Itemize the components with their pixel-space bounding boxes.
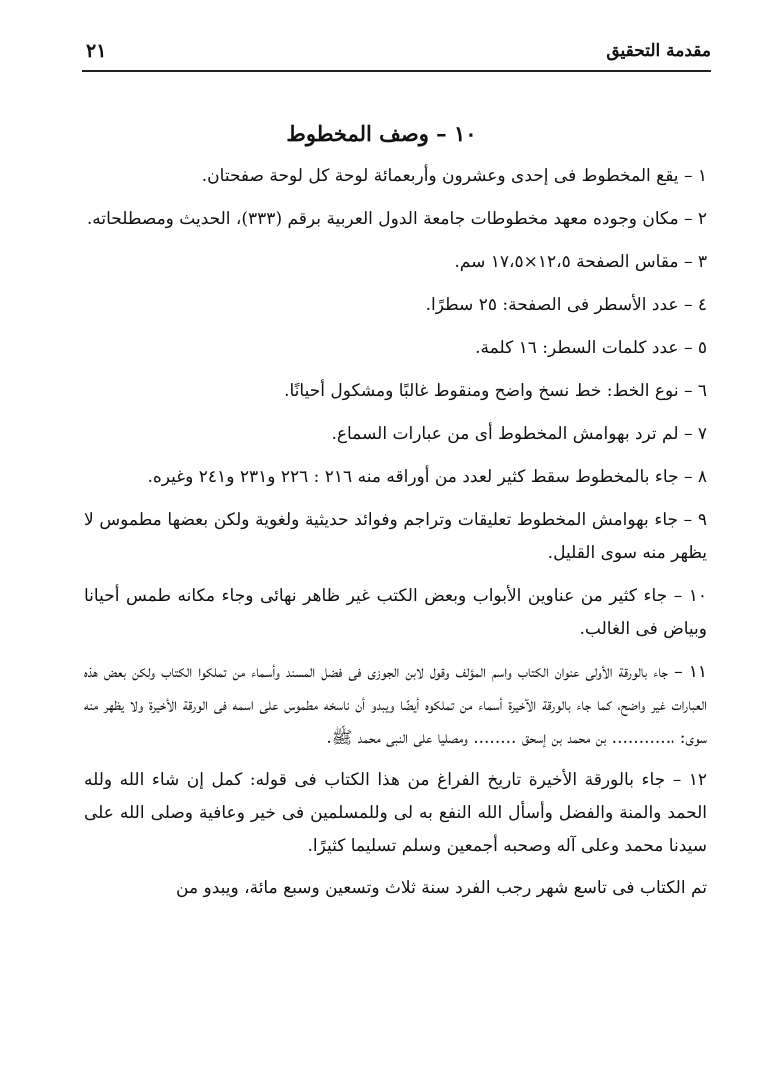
list-item: ٧ – لم ترد بهوامش المخطوط أى من عبارات السماع. (331, 424, 707, 444)
list-item: ١٠ – جاء كثير من عناوين الأبواب وبعض الكتب غير ظاهر نهائى وجاء مكانه طمس أحيانا وبياض فى الغالب. (84, 586, 707, 639)
list-item: ٢ – مكان وجوده معهد مخطوطات جامعة الدول العربية برقم (٣٣٣)، الحديث ومصطلحاته. (86, 209, 707, 229)
list-item: ١ – يقع المخطوط فى إحدى وعشرون وأربعمائة لوحة كل لوحة صفحتان. (201, 166, 707, 186)
list-item: ١١ – جاء بالورقة الأولى عنوان الكتاب واسم المؤلف وقول لابن الجوزى فى فضل المسند وأسماء من تملكوا الكتاب ولكن بعض هذه العبارات غير واضح، كما جاء بالورقة الآخيرة أسماء من تملكوه أيضًا ويبدو أن ناسخه مطموس على اسمه فى الورقة الأخيرة ولا يظهر منه سوى: ،........... بن محمد بن إسحق ........ ومصليا على النبى محمد ﷺ. (84, 662, 707, 748)
list-item: ٣ – مقاس الصفحة ١٢،٥×١٧،٥ سم. (454, 252, 707, 272)
list-item: ٨ – جاء بالمخطوط سقط كثير لعدد من أوراقه منه ٢١٦ : ٢٢٦ و٢٣١ و٢٤١ وغيره. (147, 467, 707, 487)
list-item: ٤ – عدد الأسطر فى الصفحة: ٢٥ سطرًا. (425, 295, 707, 315)
section-title: ١٠ – وصف المخطوط (286, 121, 477, 146)
description-list (84, 160, 707, 915)
list-item: ٩ – جاء بهوامش المخطوط تعليقات وتراجم وفوائد حديثية ولغوية ولكن بعضها مطموس لا يظهر منه سوى القليل. (84, 510, 707, 563)
running-title: مقدمة التحقيق (606, 41, 711, 61)
list-item: ٦ – نوع الخط: خط نسخ واضح ومنقوط غالبًا ومشكول أحيانًا. (284, 381, 707, 401)
page-header (86, 34, 711, 68)
closing-paragraph: تم الكتاب فى تاسع شهر رجب الفرد سنة ثلاث وتسعين وسبع مائة، ويبدو من (176, 878, 707, 898)
header-rule (82, 70, 711, 72)
list-item: ١٢ – جاء بالورقة الأخيرة تاريخ الفراغ من هذا الكتاب فى قوله: كمل إن شاء الله ولله الحمد والمنة والفضل وأسأل الله النفع به لى وللمسلمين فى خير وعافية وصلى الله على سيدنا محمد وعلى آله وصحبه أجمعين وسلم تسليما كثيرًا. (84, 770, 707, 856)
page-number: ٢١ (86, 40, 107, 62)
list-item: ٥ – عدد كلمات السطر: ١٦ كلمة. (475, 338, 707, 358)
